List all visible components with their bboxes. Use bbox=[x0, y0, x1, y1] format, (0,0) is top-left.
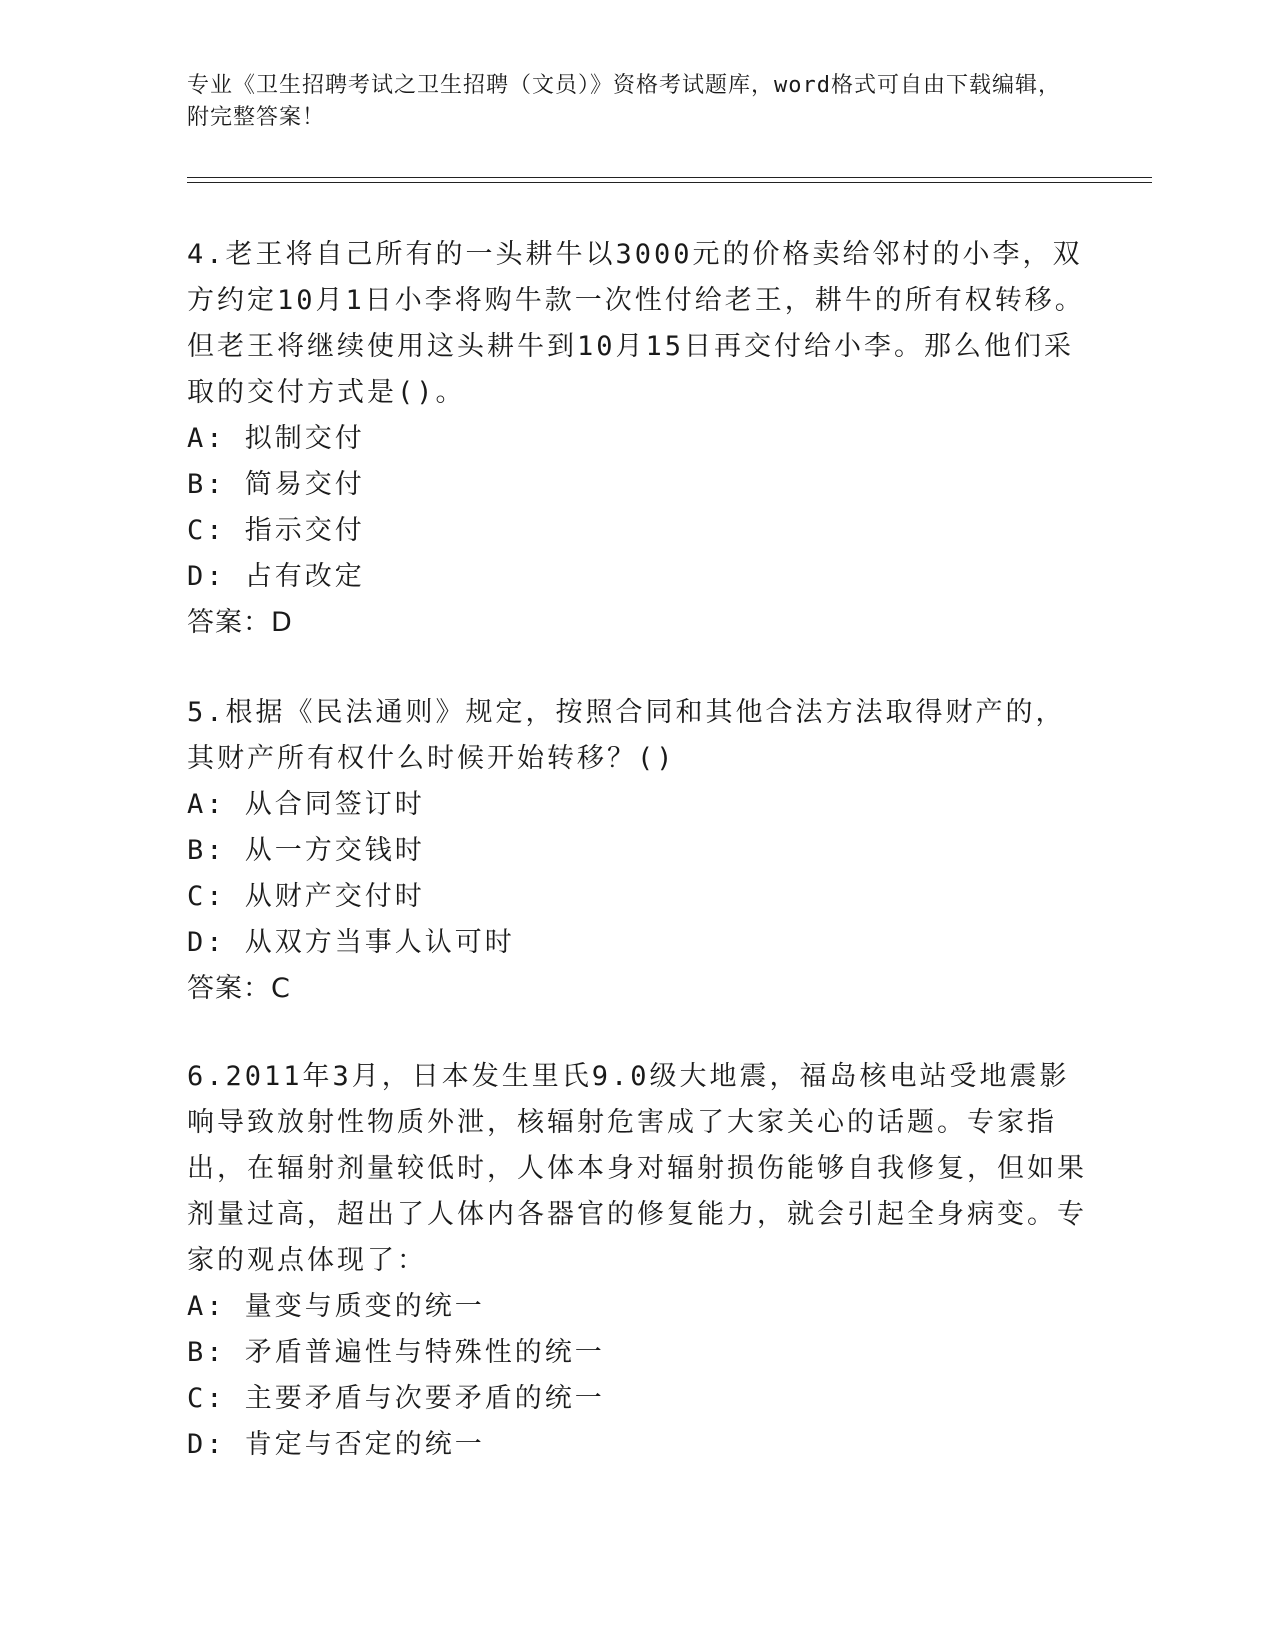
option-b: B: 矛盾普遍性与特殊性的统一 bbox=[187, 1337, 605, 1368]
question-stem: 4.老王将自己所有的一头耕牛以3000元的价格卖给邻村的小李，双方约定10月1日小李将购牛款一次性付给老王，耕牛的所有权转移。但老王将继续使用这头耕牛到10月15日再交付给小李。那么他们采取的交付方式是()。 bbox=[187, 239, 1085, 408]
option-c: C: 指示交付 bbox=[187, 515, 365, 546]
option-c: C: 主要矛盾与次要矛盾的统一 bbox=[187, 1383, 605, 1414]
document-header: 专业《卫生招聘考试之卫生招聘（文员）》资格考试题库，word格式可自由下载编辑，附完整答案！ bbox=[187, 73, 1061, 130]
question-stem: 6.2011年3月，日本发生里氏9.0级大地震，福岛核电站受地震影响导致放射性物质外泄，核辐射危害成了大家关心的话题。专家指出，在辐射剂量较低时，人体本身对辐射损伤能够自我修复，但如果剂量过高，超出了人体内各器官的修复能力，就会引起全身病变。专家的观点体现了： bbox=[187, 1061, 1087, 1276]
question-5 bbox=[187, 690, 1087, 1012]
option-b: B: 从一方交钱时 bbox=[187, 835, 425, 866]
header-divider-top bbox=[187, 177, 1152, 178]
option-d: D: 肯定与否定的统一 bbox=[187, 1429, 485, 1460]
option-b: B: 简易交付 bbox=[187, 469, 365, 500]
option-a: A: 拟制交付 bbox=[187, 423, 365, 454]
option-a: A: 从合同签订时 bbox=[187, 789, 425, 820]
option-d: D: 占有改定 bbox=[187, 561, 365, 592]
answer-line: 答案：D bbox=[187, 607, 293, 638]
option-a: A: 量变与质变的统一 bbox=[187, 1291, 485, 1322]
header-divider-bottom bbox=[187, 182, 1152, 183]
option-d: D: 从双方当事人认可时 bbox=[187, 927, 515, 958]
question-4 bbox=[187, 232, 1087, 646]
question-6 bbox=[187, 1054, 1087, 1468]
option-c: C: 从财产交付时 bbox=[187, 881, 425, 912]
answer-line: 答案：C bbox=[187, 973, 291, 1004]
question-stem: 5.根据《民法通则》规定，按照合同和其他合法方法取得财产的，其财产所有权什么时候开始转移？() bbox=[187, 697, 1066, 774]
